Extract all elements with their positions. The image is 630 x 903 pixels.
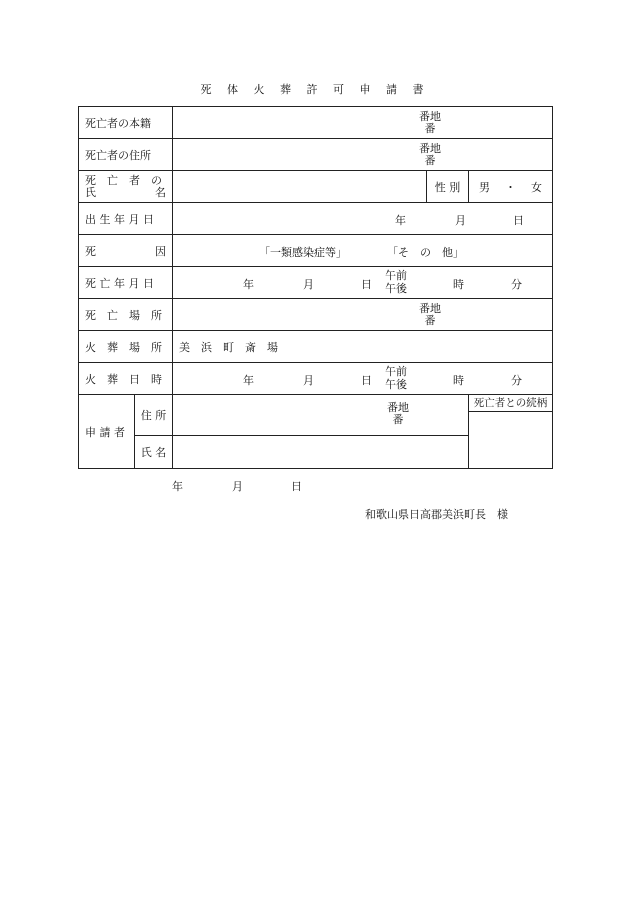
row-crem-place bbox=[79, 331, 553, 363]
crem-month: 月 bbox=[303, 374, 314, 387]
cause-option-infectious[interactable]: 「一類感染症等」 bbox=[259, 246, 347, 259]
death-hour: 時 bbox=[453, 278, 464, 291]
crem-minute: 分 bbox=[511, 374, 522, 387]
footer-month: 月 bbox=[232, 480, 243, 493]
death-day: 日 bbox=[361, 278, 372, 291]
crem-date-field[interactable] bbox=[173, 363, 553, 395]
label-death-place: 死 亡 場 所 bbox=[79, 299, 173, 331]
label-birth: 出 生 年 月 日 bbox=[79, 203, 173, 235]
label-cause bbox=[79, 235, 173, 267]
sex-male-option[interactable]: 男 bbox=[479, 180, 490, 194]
death-place-field[interactable] bbox=[173, 299, 553, 331]
cause-option-other[interactable]: 「そ の 他」 bbox=[387, 246, 464, 259]
label-shimei bbox=[79, 171, 173, 203]
birth-year: 年 bbox=[395, 214, 406, 227]
death-pm[interactable]: 午後 bbox=[385, 282, 407, 295]
ban-label: 番 bbox=[424, 122, 436, 135]
label-cause-r: 因 bbox=[155, 244, 166, 258]
addressee: 和歌山県日高郡美浜町長 様 bbox=[365, 508, 508, 521]
crem-place-value: 美 浜 町 斎 場 bbox=[173, 331, 553, 363]
applicant-address-field[interactable] bbox=[173, 395, 469, 436]
death-year: 年 bbox=[243, 278, 254, 291]
cause-field bbox=[173, 235, 553, 267]
ban-label: 番 bbox=[424, 314, 436, 327]
label-jusho: 死亡者の住所 bbox=[79, 139, 173, 171]
label-shimei-top: 死 亡 者 の bbox=[85, 173, 162, 187]
death-month: 月 bbox=[303, 278, 314, 291]
row-shimei bbox=[79, 171, 553, 203]
relation-cell bbox=[469, 395, 553, 469]
applicant-name-field[interactable] bbox=[173, 436, 469, 469]
label-honseki: 死亡者の本籍 bbox=[79, 107, 173, 139]
label-death-date: 死 亡 年 月 日 bbox=[79, 267, 173, 299]
crem-pm[interactable]: 午後 bbox=[385, 378, 407, 391]
crem-am[interactable]: 午前 bbox=[385, 365, 407, 378]
banchi-label: 番地 bbox=[419, 142, 441, 155]
label-sex: 性 別 bbox=[427, 171, 469, 203]
birth-field[interactable] bbox=[173, 203, 553, 235]
row-jusho bbox=[79, 139, 553, 171]
ban-label: 番 bbox=[392, 413, 404, 426]
crem-year: 年 bbox=[243, 374, 254, 387]
label-applicant-address: 住 所 bbox=[135, 395, 173, 436]
row-crem-date bbox=[79, 363, 553, 395]
label-applicant: 申 請 者 bbox=[79, 395, 135, 469]
row-birth bbox=[79, 203, 553, 235]
death-am[interactable]: 午前 bbox=[385, 269, 407, 282]
label-relation: 死亡者との続柄 bbox=[469, 395, 552, 412]
row-applicant-address bbox=[79, 395, 553, 436]
label-crem-date: 火 葬 日 時 bbox=[79, 363, 173, 395]
row-death-date bbox=[79, 267, 553, 299]
crem-hour: 時 bbox=[453, 374, 464, 387]
sex-separator: ・ bbox=[505, 180, 516, 194]
form-title: 死 体 火 葬 許 可 申 請 書 bbox=[200, 83, 430, 96]
sex-options bbox=[469, 171, 553, 203]
birth-day: 日 bbox=[513, 214, 524, 227]
shimei-field[interactable] bbox=[173, 171, 427, 203]
honseki-field[interactable] bbox=[173, 107, 553, 139]
label-cause-l: 死 bbox=[85, 244, 96, 258]
ban-label: 番 bbox=[424, 154, 436, 167]
row-cause bbox=[79, 235, 553, 267]
death-minute: 分 bbox=[511, 278, 522, 291]
relation-field[interactable] bbox=[469, 412, 552, 467]
jusho-field[interactable] bbox=[173, 139, 553, 171]
crem-day: 日 bbox=[361, 374, 372, 387]
footer-date bbox=[172, 478, 183, 494]
banchi-label: 番地 bbox=[419, 110, 441, 123]
footer-day: 日 bbox=[291, 480, 302, 493]
label-shimei-na: 名 bbox=[155, 185, 166, 199]
label-crem-place: 火 葬 場 所 bbox=[79, 331, 173, 363]
row-death-place bbox=[79, 299, 553, 331]
sex-female-option[interactable]: 女 bbox=[531, 180, 542, 194]
death-date-field[interactable] bbox=[173, 267, 553, 299]
application-form bbox=[78, 106, 553, 469]
footer-year: 年 bbox=[172, 480, 183, 493]
row-honseki bbox=[79, 107, 553, 139]
label-shimei-uji: 氏 bbox=[85, 185, 96, 199]
birth-month: 月 bbox=[455, 214, 466, 227]
label-applicant-name: 氏 名 bbox=[135, 436, 173, 469]
banchi-label: 番地 bbox=[419, 302, 441, 315]
banchi-label: 番地 bbox=[387, 401, 409, 414]
